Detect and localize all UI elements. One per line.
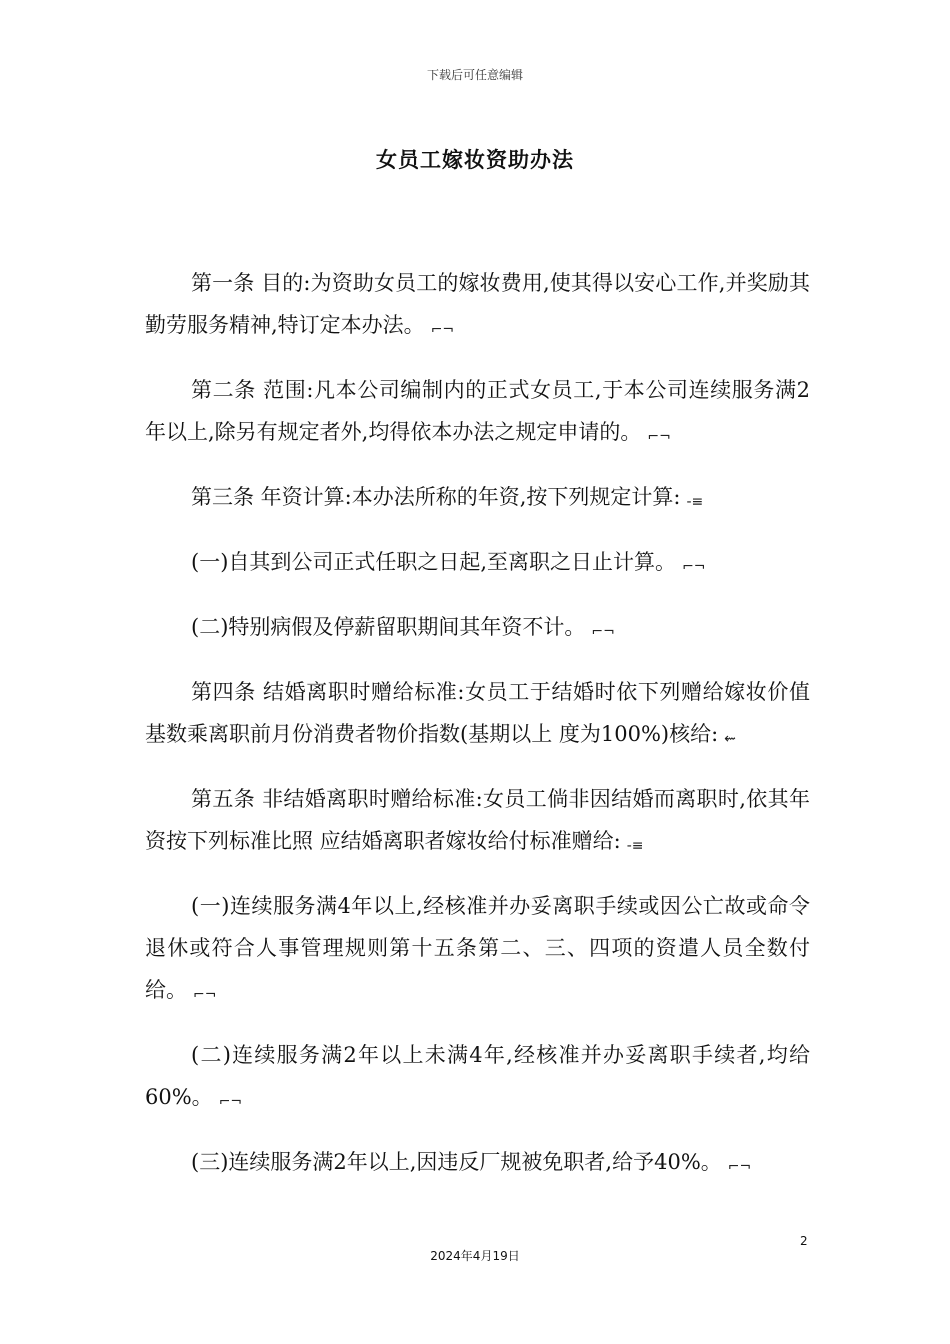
document-title: 女员工嫁妆资助办法 <box>376 148 574 172</box>
paragraph-text: 第二条 范围:凡本公司编制内的正式女员工,于本公司连续服务满2年以上,除另有规定者外,均得依本办法之规定申请的。 <box>145 378 810 444</box>
paragraph-mark-icon: ⌐¬ <box>647 429 671 445</box>
paragraph-mark-icon: ⌐¬ <box>430 322 455 338</box>
paragraph-mark-icon: -≡ <box>686 494 704 510</box>
article-3-item-1 <box>145 541 810 588</box>
article-5-item-1 <box>145 885 810 1016</box>
article-5 <box>145 778 810 867</box>
article-1 <box>145 262 810 351</box>
article-4 <box>145 671 810 760</box>
paragraph-mark-icon: ⌐¬ <box>591 624 615 640</box>
page-number: 2 <box>800 1234 808 1248</box>
article-2 <box>145 369 810 458</box>
paragraph-mark-icon: ⌐¬ <box>193 987 217 1003</box>
article-3 <box>145 476 810 523</box>
paragraph-text: 第四条 结婚离职时赠给标准:女员工于结婚时依下列赠给嫁妆价值基数乘离职前月份消费者物价指数(基期以上 度为100%)核给: <box>145 680 810 746</box>
page-header: 下载后可任意编辑 <box>426 68 523 82</box>
paragraph-mark-icon: -≡ <box>626 838 644 854</box>
paragraph-mark-icon: ⌐¬ <box>218 1094 243 1110</box>
paragraph-text: 第三条 年资计算:本办法所称的年资,按下列规定计算: <box>191 485 681 509</box>
article-3-item-2 <box>145 606 810 653</box>
paragraph-text: (三)连续服务满2年以上,因违反厂规被免职者,给予40%。 <box>191 1150 722 1174</box>
paragraph-text: (一)连续服务满4年以上,经核准并办妥离职手续或因公亡故或命令退休或符合人事管理规则第十五条第二、三、四项的资遣人员全数付给。 <box>145 894 810 1002</box>
paragraph-mark-icon: ⌐¬ <box>727 1159 752 1175</box>
article-5-item-2 <box>145 1034 810 1123</box>
document-body <box>145 262 810 1206</box>
paragraph-mark-icon: ⌐¬ <box>682 559 706 575</box>
paragraph-mark-icon: ⇜ <box>724 731 736 747</box>
page-footer-date: 2024年4月19日 <box>430 1249 520 1263</box>
paragraph-text: (二)特别病假及停薪留职期间其年资不计。 <box>191 615 586 639</box>
paragraph-text: 第一条 目的:为资助女员工的嫁妆费用,使其得以安心工作,并奖励其勤劳服务精神,特订定本办法。 <box>145 271 810 337</box>
paragraph-text: (二)连续服务满2年以上未满4年,经核准并办妥离职手续者,均给60%。 <box>145 1043 810 1109</box>
paragraph-text: 第五条 非结婚离职时赠给标准:女员工倘非因结婚而离职时,依其年资按下列标准比照 应结婚离职者嫁妆给付标准赠给: <box>145 787 810 853</box>
article-5-item-3 <box>145 1141 810 1188</box>
paragraph-text: (一)自其到公司正式任职之日起,至离职之日止计算。 <box>191 550 677 574</box>
